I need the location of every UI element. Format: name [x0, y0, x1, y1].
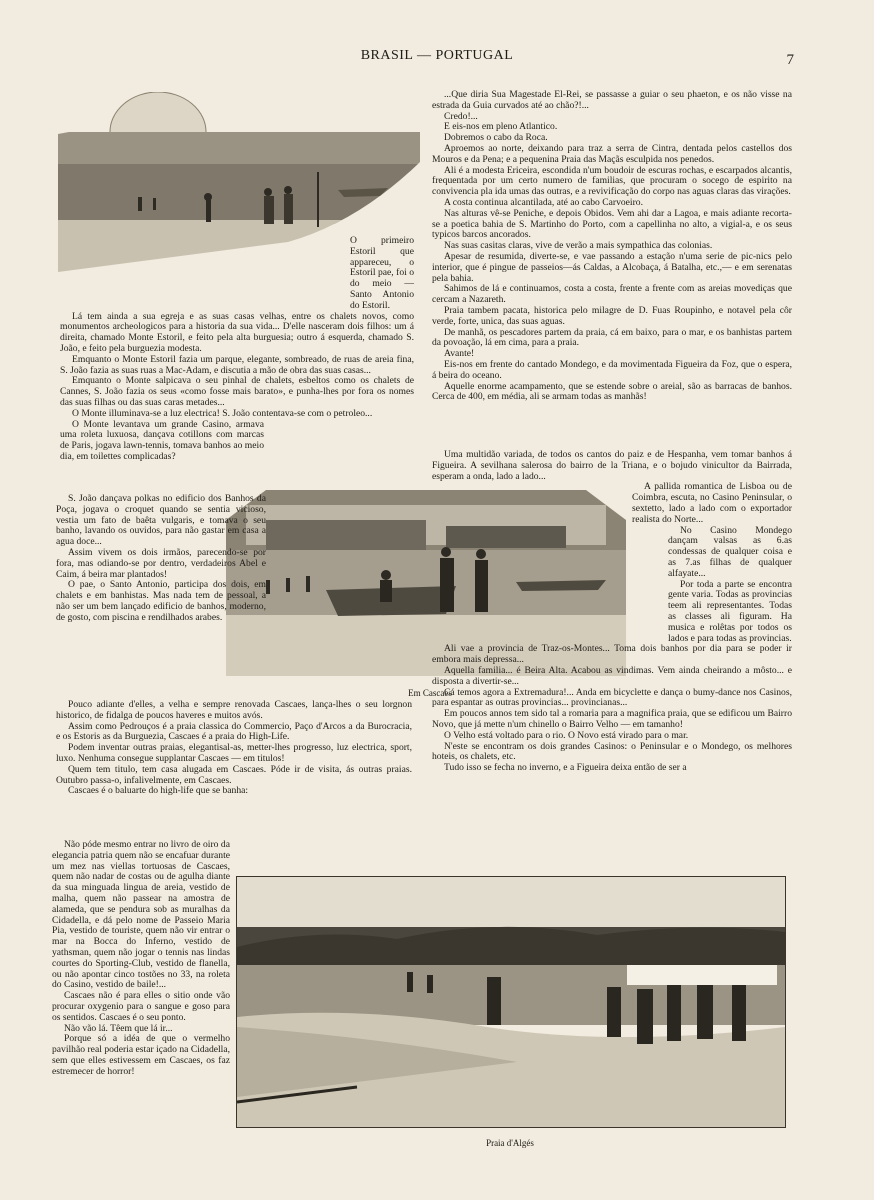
running-head: BRASIL — PORTUGAL: [360, 48, 514, 63]
paragraph: Apesar de resumida, diverte-se, e vae passando a estação n'uma serie de pic-nics pelo interior, que é pingue de passeios—ás Caldas, a Alcobaça, á Batalha, etc.,— e em serenatas pela bahia.: [432, 250, 792, 284]
paragraph: Não póde mesmo entrar no livro de oiro da elegancia patria quem não se encafuar durante um mez nas viellas tortuosas de Cascaes, quem não nadar de costas ou de agulha diante da sua minguada lingua de areia, vestido de malha, quem não passear na amostra de alameda, que se pendura sob as muralhas da Cidadella, e dá pelo nome de Passeio Maria Pia, vestido de touriste, quem não vir entrar o mar na Bocca do Inferno, vestido de yathsman, quem não jogar o tennis nas lindas courtes do Sporting-Club, vestido de flanella, ou não apontar cinco tostões no 33, na roleta do Casino, vestido de baile!...: [52, 839, 230, 991]
paragraph: Lá tem ainda a sua egreja e as suas casas velhas, entre os chalets novos, como monumentos archeologicos para a historia da sua vida... D'elle nasceram dois filhos: um á direita, chamado Monte Estoril, e feito pela alta burguesia; outro á esquerda, chamado S. João, e feito pela burguezia modesta.: [60, 310, 414, 354]
paragraph: Credo!...: [444, 110, 478, 122]
left-column-text-3: [56, 700, 412, 797]
photo-praia-d-alges: [236, 876, 786, 1128]
paragraph: A pallida romantica de Lisboa ou de Coimbra, escuta, no Casino Peninsular, o sextetto, lado a lado com o exportador realista do Norte...: [632, 481, 792, 525]
paragraph: Dobremos o cabo da Roca.: [444, 132, 548, 144]
paragraph: Cascaes não é para elles o sitio onde vão procurar oxygenio para o sangue e goso para os sentidos. Cascaes é o seu ponto.: [52, 990, 230, 1023]
paragraph: Por toda a parte se encontra gente varia. Todas as provincias teem ali representantes. Todas as classes ali figuram. Ha musica e rolêtas por todos os lados e para todas as provincias.: [668, 578, 792, 644]
paragraph: Cascaes é o baluarte do high-life que se banha:: [68, 785, 249, 797]
caption-em-cascaes: Em Cascaes: [408, 688, 452, 698]
right-column-text-2: [432, 450, 792, 774]
caption-praia-d-alges: Praia d'Algés: [486, 1138, 534, 1148]
paragraph: No Casino Mondego dançam valsas as 6.as condessas de qualquer coisa e as 7.as filhas de qualquer alfayate...: [668, 524, 792, 579]
paragraph: Tudo isso se fecha no inverno, e a Figueira deixa então de ser a: [444, 762, 687, 774]
paragraph: Cá temos agora a Extremadura!... Anda em bicyclette e dança o bumy-dance nos Casinos, para espantar as outras provincias... provincianas...: [432, 686, 792, 709]
paragraph: Assim vivem os dois irmãos, parecendo-se por fora, mas odiando-se por dentro, verdadeiros Abel e Caim, á beira mar plantados!: [56, 546, 266, 580]
page-number: 7: [786, 52, 794, 68]
paragraph: Aproemos ao norte, deixando para traz a serra de Cintra, dentada pelos castellos dos Mouros e da Pena; e a pequenina Praia das Maçãs esculpida nos penedos.: [432, 142, 792, 165]
paragraph: E eis-nos em pleno Atlantico.: [444, 121, 558, 133]
paragraph: A costa continua alcantilada, até ao cabo Carvoeiro.: [444, 196, 643, 208]
paragraph: Emquanto o Monte Estoril fazia um parque, elegante, sombreado, de ruas de areia fina, S. João fazia as suas ruas a Mac-Adam, e discutia a mão de obra das suas casas...: [60, 353, 414, 376]
paragraph: Ali é a modesta Ericeira, escondida n'um boudoir de escuras rochas, e escarpados alcantis, frequentada por um certo numero de familias, que procuram o socego de espirito na convivencia pla ida umas das outras, e a revivificação do corpo nas aguas claras das virações.: [432, 164, 792, 198]
paragraph: O primeiro Estoril que appareceu, o Estoril pae, foi o do meio — Santo Antonio do Estoril.: [350, 235, 414, 311]
paragraph: Praia tambem pacata, historica pelo milagre de D. Fuas Roupinho, e notavel pela côr verde, forte, unica, das suas aguas.: [432, 304, 792, 327]
paragraph: Pouco adiante d'elles, a velha e sempre renovada Cascaes, lança-lhes o seu lorgnon historico, de fidalga de poucos haveres e muitos avós.: [56, 699, 412, 721]
paragraph: Aquella familia... é Beira Alta. Acabou as vindimas. Vem ainda cheirando a môsto... e disposta a divertir-se...: [432, 664, 792, 687]
paragraph: Em poucos annos tem sido tal a romaria para a magnifica praia, que se edificou um Bairro Novo, que já mette n'um chinello o Bairro Velho — em tamanho!: [432, 708, 792, 730]
paragraph: Não vão lá. Têem que lá ir...: [64, 1022, 173, 1034]
paragraph: Nas alturas vê-se Peniche, e depois Obidos. Vem ahi dar a Lagoa, e mais adiante recorta-se a poetica bahia de S. Martinho do Porto, com a capellinha no alto, a vigial-a, e os seus typicos barcos ancorados.: [432, 207, 792, 241]
paragraph: Sahimos de lá e continuamos, costa a costa, frente a frente com as areias movediças que cercam a Nazareth.: [432, 283, 792, 306]
paragraph: De manhã, os pescadores partem da praia, cá em baixo, para o mar, e os banhistas partem da povoação, lá em cima, para a praia.: [432, 326, 792, 349]
paragraph: Emquanto o Monte salpicava o seu pinhal de chalets, esbeltos como os chalets de Cannes, S. João fazia os seus «como fosse mais barato», e punha-lhes por fora os nomes das suas filhas ou das suas caras metades...: [60, 375, 414, 408]
paragraph: Uma multidão variada, de todos os cantos do paiz e de Hespanha, vem tomar banhos á Figueira. A sevilhana salerosa do bairro de la Triana, e o bojudo vinicultor da Bairrada, esperam a onda, lado a lado...: [432, 449, 792, 482]
paragraph: Aquelle enorme acampamento, que se estende sobre o areial, são as barracas de banhos. Cerca de 400, em média, ali se armam todas as manhãs!: [432, 380, 792, 403]
paragraph: Ali vae a provincia de Traz-os-Montes... Toma dois banhos por dia para se poder ir embora mais depressa...: [432, 643, 792, 666]
paragraph: O Velho está voltado para o rio. O Novo está virado para o mar.: [444, 729, 689, 741]
paragraph: Nas suas casitas claras, vive de verão a mais sympathica das colonias.: [444, 240, 713, 252]
paragraph: Quem tem titulo, tem casa alugada em Cascaes. Póde ir de visita, ás outras praias. Outubro passa-o, infalivelmente, em Cascaes.: [56, 763, 412, 786]
paragraph: ...Que diria Sua Magestade El-Rei, se passasse a guiar o seu phaeton, e os não visse na estrada da Guia curvados até ao chão?!...: [432, 89, 792, 111]
paragraph: S. João dançava polkas no edificio dos Banhos da Poça, jogava o croquet quando se sentia vicioso, vestia um fato de baêta vulgaris, e tomava o seu banho, lavando os ouvidos, para não gastar em casa a agua doce...: [56, 493, 266, 548]
paragraph: Assim como Pedrouços é a praia classica do Commercio, Paço d'Arcos a da Burocracia, e os Estoris as da Burguezia, Cascaes é a praia do High-Life.: [56, 720, 412, 743]
left-column-text-2: [56, 494, 266, 624]
paragraph: Avante!: [444, 348, 475, 360]
paragraph: O Monte levantava um grande Casino, armava uma roleta luxuosa, dançava cotillons com marcas de Paris, jogava lawn-tennis, tomava banhos ao meio dia, em toilettes complicadas?: [60, 418, 264, 462]
paragraph: Eis-nos em frente do cantado Mondego, e da movimentada Figueira da Foz, que o espera, á beira do oceano.: [432, 358, 792, 381]
paragraph: Porque só a idéa de que o vermelho pavilhão real poderia estar içado na Cidadella, sem que elles estivessem em Cascaes, os faz estremecer de horror!: [52, 1033, 230, 1077]
left-column-text-4: [52, 840, 230, 1078]
paragraph: N'este se encontram os dois grandes Casinos: o Peninsular e o Mondego, os melhores hoteis, os chalets, etc.: [432, 740, 792, 763]
left-column-text-1: [60, 236, 414, 463]
paragraph: Podem inventar outras praias, elegantisal-as, metter-lhes progresso, luz electrica, sport, luxo. Nenhuma consegue supplantar Cascaes — em titulos!: [56, 742, 412, 764]
right-column-text-1: [432, 90, 792, 403]
paragraph: O pae, o Santo Antonio, participa dos dois, em chalets e em banhistas. Mas nada tem de pessoal, a não ser um bem lançado edificio de banhos, moderno, de gosto, com piscina e rendilhados arabes.: [56, 579, 266, 623]
paragraph: O Monte illuminava-se a luz electrica! S. João contentava-se com o petroleo...: [72, 407, 373, 419]
